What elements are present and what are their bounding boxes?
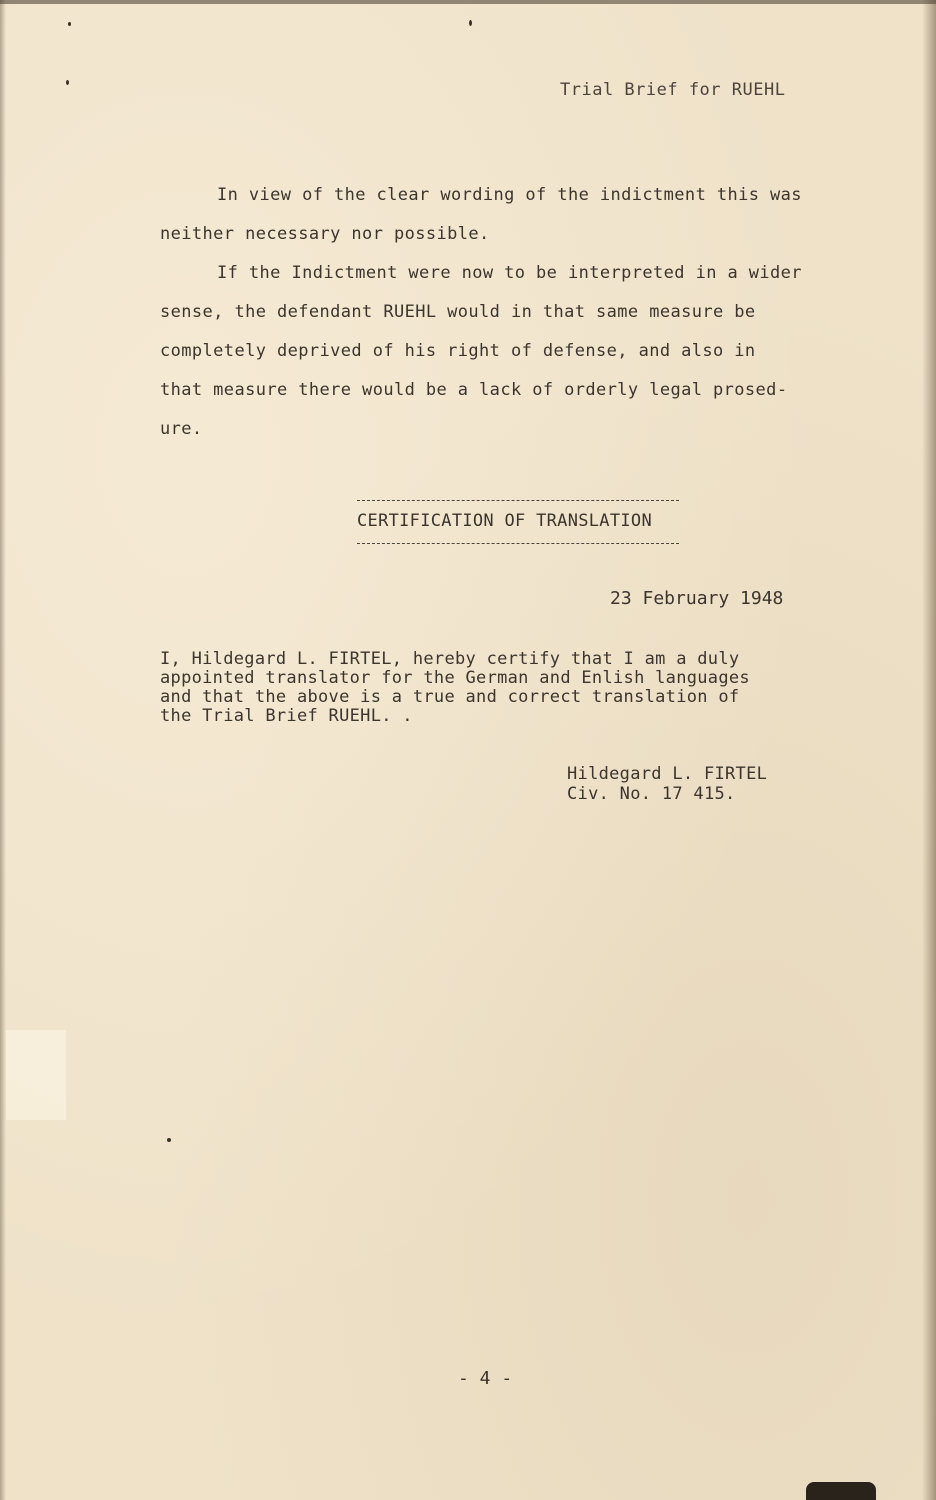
statement-line: and that the above is a true and correct translation of: [160, 687, 740, 707]
paper-speck: [167, 1138, 171, 1142]
text-line: sense, the defendant RUEHL would in that same measure be: [160, 302, 756, 322]
paper-stain: [6, 1030, 66, 1120]
binder-tab: [806, 1482, 876, 1500]
text-line: neither necessary nor possible.: [160, 224, 490, 244]
running-title: Trial Brief for RUEHL: [560, 80, 786, 100]
certification-title: CERTIFICATION OF TRANSLATION: [357, 511, 652, 531]
certification-statement: [160, 650, 820, 726]
statement-line: appointed translator for the German and Enlish languages: [160, 668, 750, 688]
statement-line: the Trial Brief RUEHL. .: [160, 706, 413, 726]
text-line: If the Indictment were now to be interpreted in a wider: [217, 263, 802, 283]
paragraph: [160, 254, 860, 449]
paper-speck: [66, 80, 69, 85]
rule-above-title: [357, 500, 679, 501]
paper-speck: [68, 22, 71, 26]
text-line: ure.: [160, 419, 203, 439]
page-top-edge: [0, 0, 936, 4]
text-line: that measure there would be a lack of orderly legal prosed-: [160, 380, 788, 400]
signature-id: Civ. No. 17 415.: [567, 784, 736, 804]
page-number: - 4 -: [458, 1368, 513, 1389]
certification-date: 23 February 1948: [610, 588, 784, 609]
paragraph: [160, 176, 860, 254]
text-line: completely deprived of his right of defense, and also in: [160, 341, 756, 361]
paper-speck: [469, 20, 472, 26]
statement-line: I, Hildegard L. FIRTEL, hereby certify that I am a duly: [160, 649, 740, 669]
body-text: [160, 176, 860, 449]
page-left-edge: [0, 0, 6, 1500]
signature-block: [567, 764, 767, 804]
page-right-edge: [922, 0, 936, 1500]
signature-name: Hildegard L. FIRTEL: [567, 764, 768, 784]
text-line: In view of the clear wording of the indictment this was: [217, 185, 802, 205]
rule-below-title: [357, 543, 679, 544]
